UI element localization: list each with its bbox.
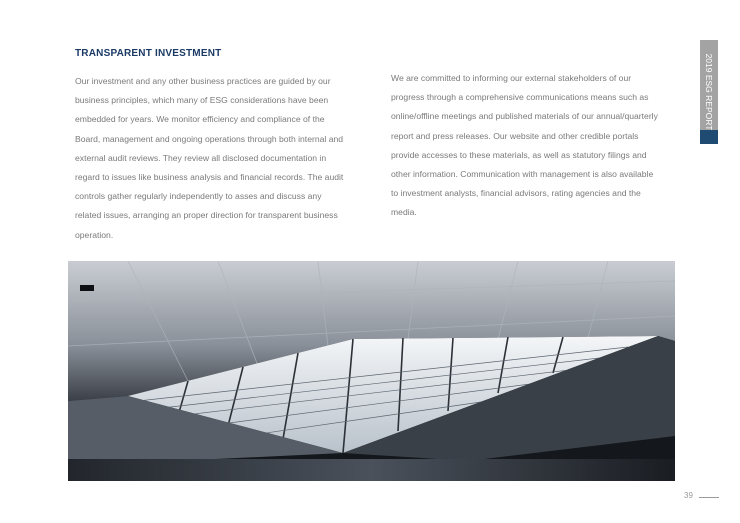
page-number: 39	[684, 491, 693, 500]
left-paragraph: Our investment and any other business practices are guided by our business principles, which many of ESG considerations have been embedded for years. We monitor efficiency and compliance of the Board, management and ongoing operations through both internal and external audit reviews. They review all disclosed documentation in regard to issues like business analysis and financial records. The audit controls gather regularly independently to asses and discuss any related issues, arranging an proper direction for transparent business operation.	[75, 76, 344, 240]
architecture-photo	[68, 261, 675, 481]
report-side-tab	[700, 40, 718, 144]
page-number-rule	[699, 497, 719, 498]
section-heading: TRANSPARENT INVESTMENT	[75, 48, 222, 59]
side-tab-accent	[700, 130, 718, 144]
right-paragraph: We are committed to informing our external stakeholders of our progress through a comprehensive communications means such as online/offline meetings and published materials of our annual/quarterly report and press releases. Our website and other credible portals provide accesses to these materials, as well as statutory filings and other information. Communication with management is also available to investment analysts, financial advisors, rating agencies and the media.	[391, 73, 658, 218]
report-side-label: 2019 ESG REPORT	[704, 53, 714, 131]
